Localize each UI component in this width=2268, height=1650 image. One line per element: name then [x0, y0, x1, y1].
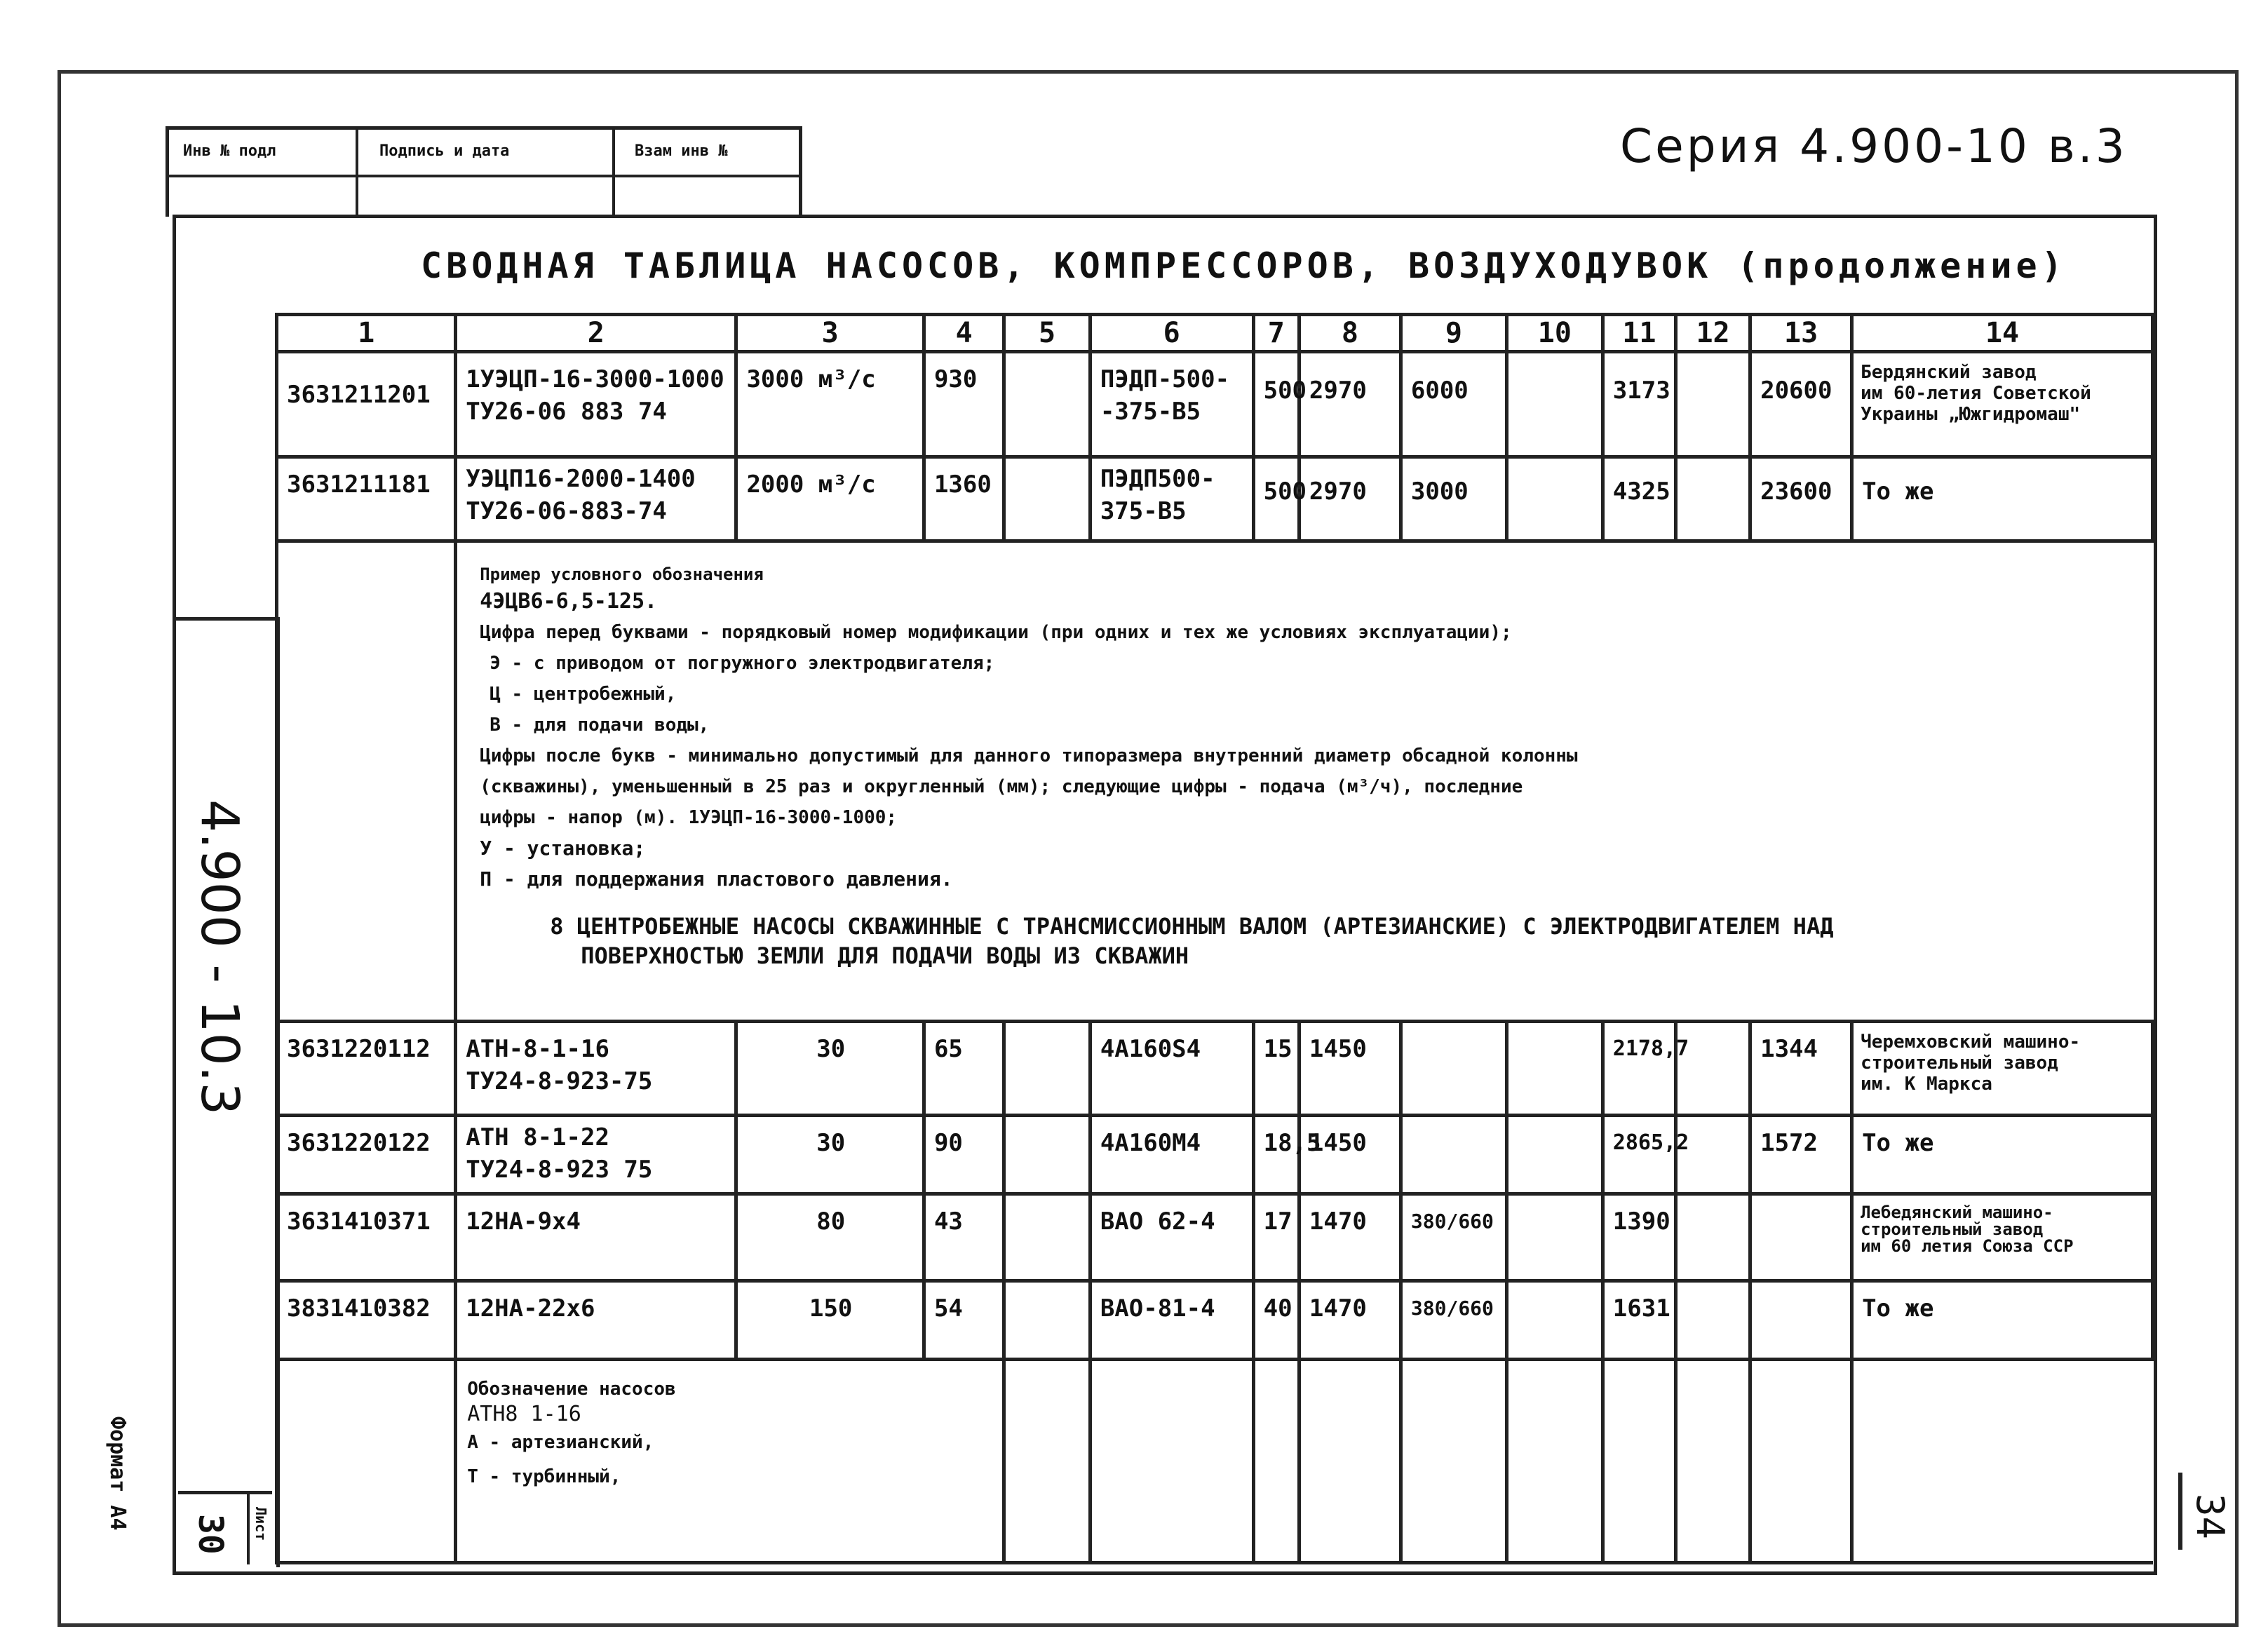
cell-mass: 2178,7 — [1602, 1022, 1675, 1116]
col-header: 7 — [1253, 315, 1299, 352]
motor-line-2: -375-В5 — [1100, 398, 1201, 426]
cell-c12 — [1675, 1281, 1750, 1360]
cell-motor: 4А160S4 — [1090, 1022, 1253, 1116]
manufacturer-line-3: им. К Маркса — [1861, 1074, 1992, 1095]
cell-mass: 4325 — [1602, 457, 1675, 541]
manufacturer-line-1: То же — [1862, 478, 1934, 506]
example-line: В - для подачи воды, — [490, 715, 710, 736]
model-name: АТН 8-1-22 — [466, 1123, 609, 1151]
cell-power: 15 — [1253, 1022, 1299, 1116]
section-heading-line-1: 8 ЦЕНТРОБЕЖНЫЕ НАСОСЫ СКВАЖИННЫЕ С ТРАНСМИССИОННЫМ ВАЛОМ (АРТЕЗИАНСКИЕ) С ЭЛЕКТРОДВИГАТЕЛЕМ НАД — [550, 913, 1834, 940]
cell-c5 — [1004, 352, 1091, 457]
cell-mass: 1390 — [1602, 1194, 1675, 1281]
cell-voltage: 3000 — [1400, 457, 1506, 541]
model-spec: ТУ26-06 883 74 — [466, 398, 667, 426]
cell-flow: 3000 м³/с — [736, 352, 924, 457]
cell-head: 43 — [924, 1194, 1004, 1281]
cell-c10 — [1506, 352, 1602, 457]
cell-mass: 2865,2 — [1602, 1116, 1675, 1194]
cell-motor: 4А160М4 — [1090, 1116, 1253, 1194]
note-line: Обозначение насосов — [467, 1379, 676, 1400]
col-header: 4 — [924, 315, 1004, 352]
cell-flow: 2000 м³/с — [736, 457, 924, 541]
example-block — [277, 541, 2153, 1022]
manufacturer-line-1: Лебедянский машино- — [1861, 1203, 2053, 1222]
cell-motor — [1090, 457, 1253, 541]
format-label: Формат А4 — [105, 1416, 130, 1531]
note-line: АТН8 1-16 — [467, 1402, 581, 1426]
cell-model — [456, 1022, 736, 1116]
motor-line-2: 375-В5 — [1100, 497, 1187, 525]
manufacturer-line-3: им 60 летия Союза ССР — [1861, 1236, 2074, 1256]
cell-model: 12НА-22х6 — [456, 1281, 736, 1360]
manufacturer-line-3: Украины „Южгидромаш" — [1861, 404, 2081, 425]
cell-c12 — [1675, 1022, 1750, 1116]
cell-motor — [1090, 352, 1253, 457]
cell-c10 — [1506, 1194, 1602, 1281]
page-number-box — [2178, 1473, 2182, 1550]
cell-mass: 3173 — [1602, 352, 1675, 457]
table-row — [277, 1194, 2153, 1281]
cell-manufacturer: То же — [1852, 1281, 2153, 1360]
manufacturer-line-2: им 60-летия Советской — [1861, 383, 2091, 404]
notes-row — [277, 1360, 2153, 1563]
col-header: 11 — [1602, 315, 1675, 352]
page-number: 34 — [2188, 1494, 2232, 1540]
col-header: 12 — [1675, 315, 1750, 352]
cell-head: 65 — [924, 1022, 1004, 1116]
cell-voltage: 380/660 — [1400, 1281, 1506, 1360]
manufacturer-line-1: Черемховский машино- — [1861, 1032, 2081, 1053]
cell-manufacturer — [1852, 1194, 2153, 1281]
sheet-number: 30 — [191, 1514, 230, 1555]
table-row — [277, 352, 2153, 457]
cell-code: 3831410382 — [277, 1281, 456, 1360]
model-spec: ТУ24-8-923-75 — [466, 1067, 653, 1095]
example-line: У - установка; — [480, 837, 646, 860]
cell-rpm: 1470 — [1299, 1194, 1400, 1281]
cell-rpm: 1450 — [1299, 1022, 1400, 1116]
cell-rpm: 2970 — [1299, 457, 1400, 541]
model-spec: ТУ26-06-883-74 — [466, 497, 667, 525]
manufacturer-line-2: строительный завод — [1861, 1053, 2058, 1074]
page-title: СВОДНАЯ ТАБЛИЦА НАСОСОВ, КОМПРЕССОРОВ, ВОЗДУХОДУВОК (продолжение) — [421, 245, 2067, 286]
cell-manufacturer — [1852, 352, 2153, 457]
cell-voltage: 380/660 — [1400, 1194, 1506, 1281]
example-line: П - для поддержания пластового давления. — [480, 867, 953, 891]
cell-c10 — [1506, 1116, 1602, 1194]
section-heading-line-2: ПОВЕРХНОСТЬЮ ЗЕМЛИ ДЛЯ ПОДАЧИ ВОДЫ ИЗ СКВАЖИН — [581, 942, 1189, 969]
cell-c12 — [1675, 352, 1750, 457]
col-header: 1 — [277, 315, 456, 352]
cell-rpm: 1450 — [1299, 1116, 1400, 1194]
series-label: Серия 4.900-10 в.3 — [1620, 119, 2128, 173]
example-line: 4ЭЦВ6-6,5-125. — [480, 589, 658, 614]
col-header: 13 — [1750, 315, 1852, 352]
cell-price — [1750, 1194, 1852, 1281]
example-line: (скважины), уменьшенный в 25 раз и округленный (мм); следующие цифры - подача (м³/ч), последние — [480, 776, 1523, 797]
col-header: 5 — [1004, 315, 1091, 352]
cell-model — [456, 457, 736, 541]
cell-price: 1344 — [1750, 1022, 1852, 1116]
cell-c10 — [1506, 1022, 1602, 1116]
section-heading — [480, 895, 2152, 971]
motor-line-1: ПЭДП500- — [1100, 465, 1215, 493]
cell-flow: 150 — [736, 1281, 924, 1360]
approval-stamp — [166, 126, 802, 217]
cell-model — [456, 1116, 736, 1194]
cell-power: 17 — [1253, 1194, 1299, 1281]
cell-c12 — [1675, 457, 1750, 541]
cell-power: 500 — [1253, 352, 1299, 457]
model-name: АТН-8-1-16 — [466, 1035, 609, 1063]
cell-manufacturer: То же — [1852, 1116, 2153, 1194]
cell-motor: ВАО 62-4 — [1090, 1194, 1253, 1281]
col-header: 3 — [736, 315, 924, 352]
cell-power: 40 — [1253, 1281, 1299, 1360]
table-row — [277, 1116, 2153, 1194]
example-line: Цифра перед буквами - порядковый номер модификации (при одних и тех же условиях эксплуатации); — [480, 622, 1512, 643]
cell-rpm: 2970 — [1299, 352, 1400, 457]
cell-code: 3631211181 — [277, 457, 456, 541]
col-header: 9 — [1400, 315, 1506, 352]
cell-head: 54 — [924, 1281, 1004, 1360]
vertical-code: 4.900 - 10.3 — [189, 799, 250, 1116]
col-header: 8 — [1299, 315, 1400, 352]
cell-c5 — [1004, 1116, 1091, 1194]
cell-price — [1750, 1281, 1852, 1360]
cell-price: 23600 — [1750, 457, 1852, 541]
cell-manufacturer — [1852, 1022, 2153, 1116]
cell-code: 3631220122 — [277, 1116, 456, 1194]
cell-flow: 30 — [736, 1116, 924, 1194]
cell-c5 — [1004, 457, 1091, 541]
note-line: А - артезианский, — [467, 1432, 654, 1453]
cell-c5 — [1004, 1022, 1091, 1116]
cell-motor: ВАО-81-4 — [1090, 1281, 1253, 1360]
cell-c10 — [1506, 457, 1602, 541]
cell-head: 930 — [924, 352, 1004, 457]
cell-price: 20600 — [1750, 352, 1852, 457]
example-line: Пример условного обозначения — [480, 564, 764, 584]
cell-price: 1572 — [1750, 1116, 1852, 1194]
note-line: Т - турбинный, — [467, 1466, 621, 1487]
cell-rpm: 1470 — [1299, 1281, 1400, 1360]
example-line: Цифры после букв - минимально допустимый для данного типоразмера внутренний диаметр обсадной колонны — [480, 745, 1578, 766]
table-row — [277, 457, 2153, 541]
header-row — [277, 315, 2153, 352]
cell-voltage — [1400, 1022, 1506, 1116]
stamp-header-replace: Взам инв № — [635, 142, 728, 160]
model-name: УЭЦП16-2000-1400 — [466, 465, 696, 493]
stamp-header-inv: Инв № подл — [183, 142, 276, 160]
col-header: 14 — [1852, 315, 2153, 352]
cell-flow: 80 — [736, 1194, 924, 1281]
cell-voltage: 6000 — [1400, 352, 1506, 457]
cell-manufacturer — [1852, 457, 2153, 541]
cell-c10 — [1506, 1281, 1602, 1360]
cell-c12 — [1675, 1194, 1750, 1281]
model-name: 1УЭЦП-16-3000-1000 — [466, 365, 724, 393]
cell-c5 — [1004, 1281, 1091, 1360]
manufacturer-line-2: строительный завод — [1861, 1219, 2044, 1239]
table-row — [277, 1022, 2153, 1116]
cell-power: 18,5 — [1253, 1116, 1299, 1194]
example-line: Ц - центробежный, — [490, 684, 677, 705]
col-header: 2 — [456, 315, 736, 352]
cell-head: 90 — [924, 1116, 1004, 1194]
example-line: цифры - напор (м). 1УЭЦП-16-3000-1000; — [480, 807, 898, 828]
cell-mass: 1631 — [1602, 1281, 1675, 1360]
cell-code: 3631220112 — [277, 1022, 456, 1116]
cell-voltage — [1400, 1116, 1506, 1194]
sheet-number-box — [178, 1491, 272, 1564]
col-header: 6 — [1090, 315, 1253, 352]
cell-code: 3631410371 — [277, 1194, 456, 1281]
cell-c5 — [1004, 1194, 1091, 1281]
motor-line-1: ПЭДП-500- — [1100, 365, 1230, 393]
example-line: Э - с приводом от погружного электродвигателя; — [490, 653, 995, 674]
cell-power: 500 — [1253, 457, 1299, 541]
cell-code: 3631211201 — [277, 352, 456, 457]
pumps-table — [275, 313, 2154, 1564]
model-spec: ТУ24-8-923 75 — [466, 1156, 653, 1184]
sheet-label: Лист — [252, 1507, 269, 1541]
cell-head: 1360 — [924, 457, 1004, 541]
table-row — [277, 1281, 2153, 1360]
col-header: 10 — [1506, 315, 1602, 352]
stamp-header-signature: Подпись и дата — [379, 142, 510, 160]
manufacturer-line-1: Бердянский завод — [1861, 362, 2037, 383]
cell-model — [456, 352, 736, 457]
cell-flow: 30 — [736, 1022, 924, 1116]
cell-model: 12НА-9х4 — [456, 1194, 736, 1281]
